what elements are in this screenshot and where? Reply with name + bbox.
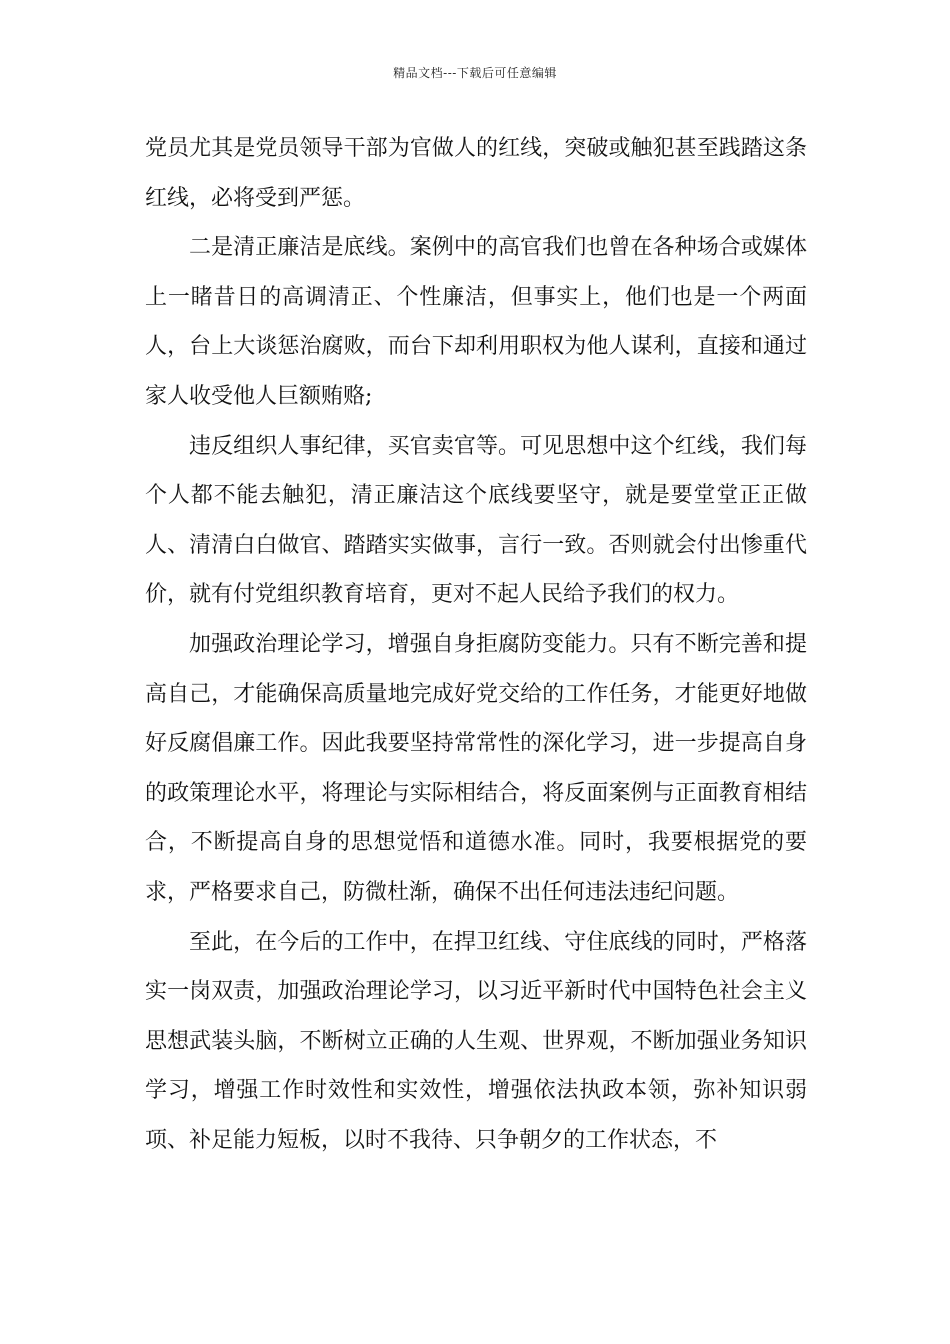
document-body bbox=[145, 124, 807, 1165]
paragraph-2: 二是清正廉洁是底线。案例中的高官我们也曾在各种场合或媒体上一睹昔日的高调清正、个性廉洁，但事实上，他们也是一个两面人，台上大谈惩治腐败，而台下却利用职权为他人谋利，直接和通过家人收受他人巨额贿赂; bbox=[145, 235, 807, 409]
paragraph-4: 加强政治理论学习，增强自身拒腐防变能力。只有不断完善和提高自己，才能确保高质量地完成好党交给的工作任务，才能更好地做好反腐倡廉工作。因此我要坚持常常性的深化学习，进一步提高自身的政策理论水平，将理论与实际相结合，将反面案例与正面教育相结合，不断提高自身的思想觉悟和道德水准。同时，我要根据党的要求，严格要求自己，防微杜渐，确保不出任何违法违纪问题。 bbox=[145, 631, 807, 905]
paragraph-5: 至此，在今后的工作中，在捍卫红线、守住底线的同时，严格落实一岗双责，加强政治理论学习，以习近平新时代中国特色社会主义思想武装头脑，不断树立正确的人生观、世界观，不断加强业务知识学习，增强工作时效性和实效性，增强依法执政本领，弥补知识弱项、补足能力短板，以时不我待、只争朝夕的工作状态，不 bbox=[145, 929, 807, 1153]
paragraph-3: 违反组织人事纪律，买官卖官等。可见思想中这个红线，我们每个人都不能去触犯，清正廉洁这个底线要坚守，就是要堂堂正正做人、清清白白做官、踏踏实实做事，言行一致。否则就会付出惨重代价，就有付党组织教育培育，更对不起人民给予我们的权力。 bbox=[145, 433, 807, 608]
page-header: 精品文档---下载后可任意编辑 bbox=[393, 66, 557, 80]
paragraph-1: 党员尤其是党员领导干部为官做人的红线，突破或触犯甚至践踏这条红线，必将受到严惩。 bbox=[145, 136, 807, 211]
